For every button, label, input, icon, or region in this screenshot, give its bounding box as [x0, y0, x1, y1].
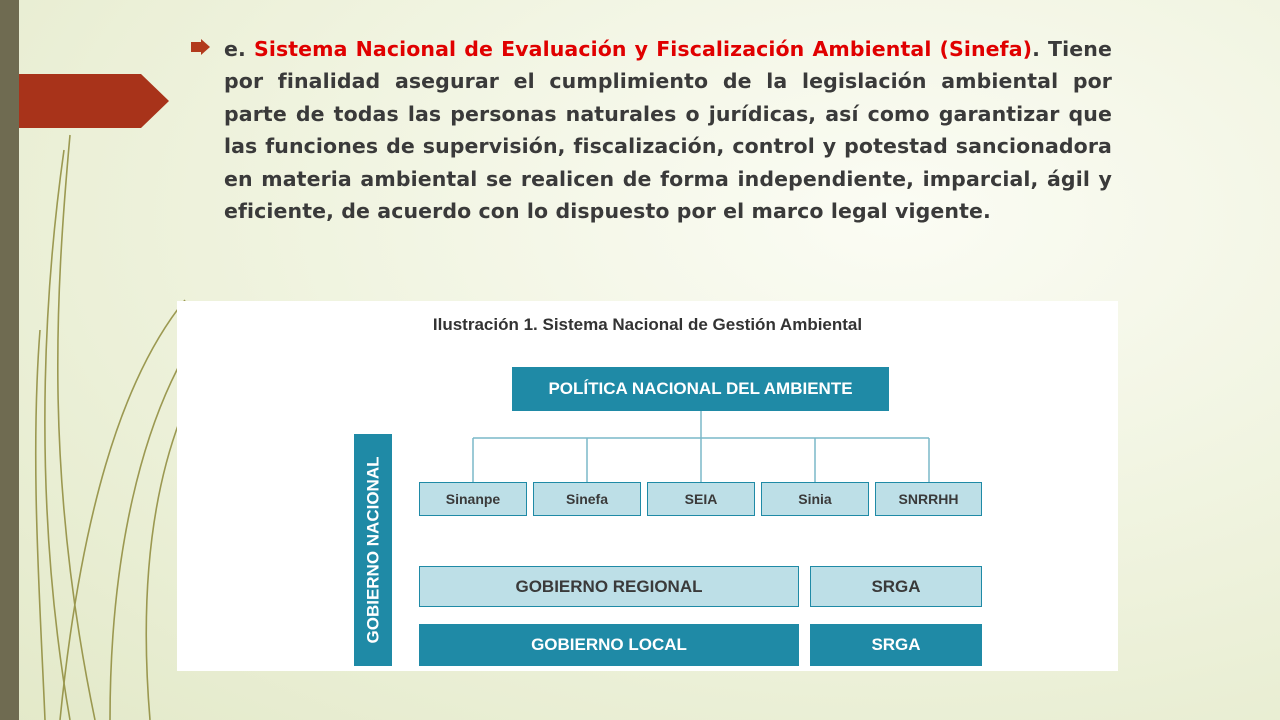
system-box-sinanpe — [419, 482, 527, 516]
system-box-snrrhh — [875, 482, 982, 516]
system-box-seia — [647, 482, 755, 516]
figure-title: Ilustración 1. Sistema Nacional de Gestión Ambiental — [432, 315, 863, 334]
system-box-sinefa — [533, 482, 641, 516]
system-label: Sinefa — [565, 491, 608, 507]
system-label: SNRRHH — [898, 491, 959, 507]
system-label: SEIA — [684, 491, 718, 507]
arrow-bullet-icon — [191, 36, 211, 58]
srga-local-box — [810, 624, 982, 666]
srga-local-label: SRGA — [871, 635, 921, 654]
politica-nacional-box — [512, 367, 889, 411]
paragraph-lead: e. — [224, 37, 254, 61]
red-tab-arrow — [19, 74, 169, 128]
gobierno-regional-box — [419, 566, 799, 607]
srga-regional-box — [810, 566, 982, 607]
gobierno-local-box — [419, 624, 799, 666]
gobierno-local-label: GOBIERNO LOCAL — [531, 635, 687, 654]
gobierno-regional-label: GOBIERNO REGIONAL — [515, 576, 703, 596]
gobierno-nacional-label: GOBIERNO NACIONAL — [363, 456, 382, 644]
system-box-sinia — [761, 482, 869, 516]
srga-regional-label: SRGA — [871, 576, 921, 596]
politica-nacional-label: POLÍTICA NACIONAL DEL AMBIENTE — [548, 379, 853, 398]
system-label: Sinia — [798, 491, 832, 507]
paragraph-text — [224, 33, 1112, 227]
paragraph-rest: . Tiene por finalidad asegurar el cumplimiento de la legislación ambiental por parte de todas las personas naturales o jurídicas, así como garantizar que las funciones de supervisión, fiscalización, control y potestad sancionadora en materia ambiental se realicen de forma independiente, imparcial, ágil y eficiente, de acuerdo con lo dispuesto por el marco legal vigente. — [224, 37, 1112, 224]
gobierno-nacional-bar — [354, 434, 392, 666]
paragraph-highlight: Sistema Nacional de Evaluación y Fiscalización Ambiental (Sinefa) — [253, 37, 1033, 61]
org-chart-figure — [177, 301, 1118, 671]
system-label: Sinanpe — [445, 491, 501, 507]
